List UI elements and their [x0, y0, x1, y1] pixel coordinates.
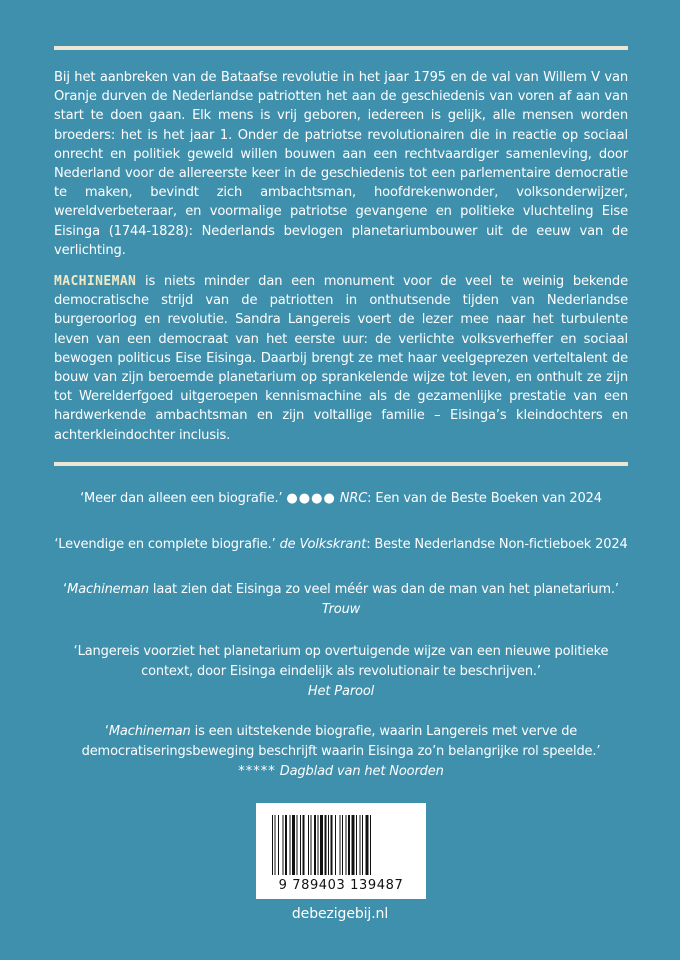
barcode-bar: [366, 815, 369, 875]
barcode-bar: [314, 815, 316, 875]
book-title-word: MACHINEMAN: [54, 274, 137, 289]
description-body: is niets minder dan een monument voor de veel te weinig bekende democratische strijd van de patriotten in onthutsende tijden van Nederlandse burgeroorlog en revolutie. Sandra Langereis voert de lezer mee naar het turbulente leven van een democraat van het eerste uur: de verlichte volksverheffer en sociaal bewogen politicus Eise Eisinga. Daarbij brengt ze met haar veelgeprezen verteltalent de bouw van zijn beroemde planetarium op sprankelende wijze tot leven, en onthult ze zijn tot Werelderfgoed uitgeroepen kennismachine als de gezamenlijke prestatie van een hardwerkende ambachtsman en zijn voltallige familie – Eisinga’s kleindochters en achterkleindochter inclusis.: [54, 274, 628, 443]
quote-line: ‘Langereis voorziet het planetarium op overtuigende wijze van een nieuwe politieke: [73, 644, 609, 659]
quote-parool: [54, 642, 628, 701]
quote-volkskrant: [54, 535, 628, 555]
isbn-number: 9 789403 139487: [278, 878, 404, 893]
intro-paragraph: Bij het aanbreken van de Bataafse revolutie in het jaar 1795 en de val van Willem V van Oranje durven de Nederlandse patriotten het aan de geschiedenis van voren af aan van start te doen gaan. Elk mens is vrij geboren, iedereen is gelijk, alle mensen worden broeders: het is het jaar 1. Onder de patriotse revolutionairen die in reactie op sociaal onrecht en politiek geweld willen bouwen aan een rechtvaardiger samenleving, door Nederland voor de allereerste keer in de geschiedenis tot een parlementaire democratie te maken, bevindt zich ambachtsman, hoofdrekenwonder, volksonderwijzer, wereldverbeteraar, en voormalige patriotse gevangene en politieke vluchteling Eise Eisinga (1744-1828): Nederlands bevlogen planetariumbouwer uit de eeuw van de verlichting.: [54, 70, 628, 258]
barcode-bar: [283, 815, 284, 875]
quote-source: NRC: [339, 491, 368, 506]
barcode-bars: [270, 815, 412, 877]
barcode-bar: [275, 815, 276, 875]
barcode-bar: [342, 815, 343, 875]
quote-source: Trouw: [321, 601, 361, 617]
quote-source: Het Parool: [307, 683, 375, 699]
top-divider: [54, 46, 628, 50]
barcode-bar: [303, 815, 305, 875]
description-paragraph: [54, 272, 628, 445]
barcode-bar: [346, 815, 347, 875]
barcode: [256, 803, 426, 899]
rating-dots: ●●●●: [286, 491, 336, 506]
barcode-bar: [356, 815, 357, 875]
barcode-bar: [360, 815, 361, 875]
barcode-bar: [311, 815, 312, 875]
barcode-bar: [370, 815, 371, 875]
barcode-bar: [308, 815, 309, 875]
quote-book-title: Machineman: [67, 582, 149, 597]
quote-source: Dagblad van het Noorden: [279, 763, 444, 779]
barcode-bar: [300, 815, 301, 875]
barcode-bar: [348, 815, 350, 875]
barcode-bar: [272, 815, 273, 875]
quote-award: : Een van de Beste Boeken van 2024: [367, 491, 602, 506]
quote-line: ‘Machineman is een uitstekende biografie, waarin Langereis met verve de: [104, 724, 578, 739]
barcode-bar: [278, 815, 279, 875]
barcode-bar: [297, 815, 298, 875]
barcode-bar: [362, 815, 363, 875]
barcode-bar: [318, 815, 319, 875]
quote-text: is een uitstekende biografie, waarin Langereis met verve de: [190, 724, 578, 739]
middle-divider: [54, 462, 628, 466]
quote-line: democratiseringsbeweging beschrijft waarin Eisinga zo’n belangrijke rol speelde.’: [81, 743, 601, 759]
barcode-bar: [320, 815, 323, 875]
barcode-bar: [325, 815, 327, 875]
barcode-bar: [285, 815, 287, 875]
barcode-bar: [335, 815, 336, 875]
quote-text: ‘Levendige en complete biografie.’: [54, 537, 276, 552]
quote-text: laat zien dat Eisinga zo veel méér was dan de man van het planetarium.’: [148, 582, 619, 597]
barcode-bar: [292, 815, 295, 875]
quote-dagblad: [54, 722, 628, 781]
barcode-bar: [331, 815, 333, 875]
quote-trouw: [54, 580, 628, 620]
quote-award: : Beste Nederlandse Non-fictieboek 2024: [366, 537, 628, 552]
publisher-website: debezigebij.nl: [291, 906, 389, 922]
quote-line: context, door Eisinga eindelijk als revolutionair te beschrijven.’: [141, 663, 541, 679]
quote-book-title: Machineman: [108, 724, 191, 739]
barcode-bar: [340, 815, 341, 875]
quote-source: de Volkskrant: [279, 537, 367, 552]
quote-nrc: [54, 489, 628, 509]
barcode-bar: [290, 815, 291, 875]
quote-text: ‘Meer dan alleen een biografie.’: [80, 491, 283, 506]
barcode-bar: [328, 815, 329, 875]
barcode-bar: [352, 815, 355, 875]
rating-stars: *****: [238, 763, 276, 779]
quote-line: ‘Machineman laat zien dat Eisinga zo veel méér was dan de man van het planetarium.’: [63, 582, 619, 597]
